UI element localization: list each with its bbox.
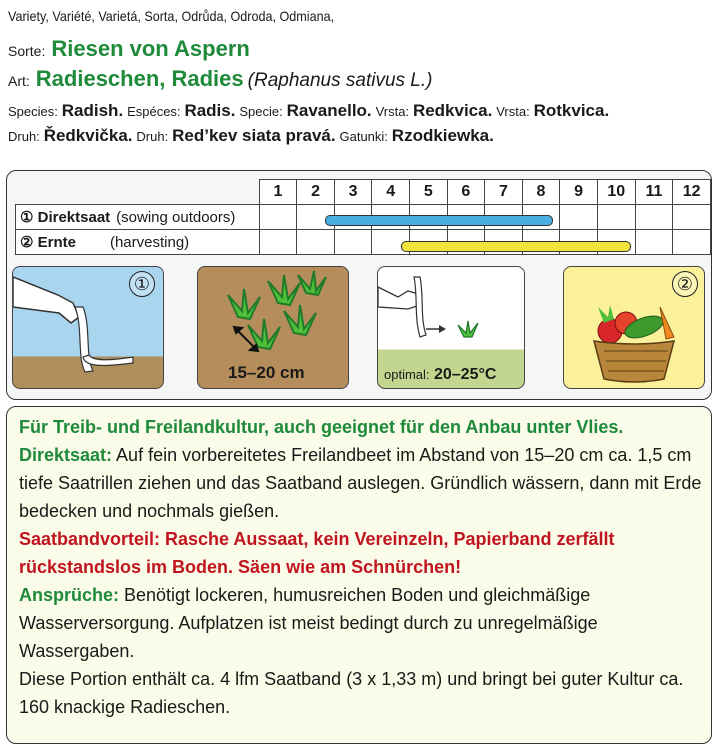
harvest-label-cell — [16, 230, 260, 255]
harvest-illustration — [563, 266, 705, 389]
species-label: Espéces: — [127, 104, 181, 119]
variety-labels: Variety, Variété, Varietá, Sorta, Odrůda, Odroda, Odmiana, — [8, 8, 335, 24]
month-1: 1 — [259, 180, 297, 205]
temperature-row — [384, 366, 496, 384]
species-value: Rotkvica. — [533, 101, 610, 120]
month-6: 6 — [447, 180, 485, 205]
species-translations-1 — [8, 101, 609, 121]
month-row — [16, 180, 711, 205]
sorte-line — [8, 36, 250, 62]
requirements-label: Ansprüche: — [19, 585, 120, 605]
spacing-value: 15–20 cm — [228, 363, 305, 382]
temperature-value: 20–25°C — [433, 366, 497, 383]
saatband-advantage: Saatbandvorteil: Rasche Aussaat, kein Vereinzeln, Papierband zerfällt rückstandslos im Boden. Säen wie am Schnürchen! — [19, 529, 615, 577]
species-label: Vrsta: — [496, 104, 530, 119]
spacing-illustration — [197, 266, 349, 389]
species-label: Vrsta: — [375, 104, 410, 119]
sowing-label: ① Direktsaat — [20, 209, 111, 226]
step-2-badge: ② — [672, 271, 698, 297]
sowing-label-cell — [16, 205, 260, 230]
month-row-spacer — [16, 180, 260, 205]
month-9: 9 — [560, 180, 598, 205]
harvest-label-en: (harvesting) — [109, 234, 190, 251]
sowing-illustration — [12, 266, 164, 389]
species-value: Red’kev siata pravá. — [172, 126, 336, 145]
harvest-period-bar — [401, 241, 631, 252]
requirements-text: Benötigt lockeren, humusreichen Boden und gleichmäßige Wasserversorgung. Aufplatzen ist meist bedingt durch zu unregelmäßige Wassergaben. — [19, 585, 598, 661]
latin-name: (Raphanus sativus L.) — [247, 70, 433, 91]
species-value: Radis. — [184, 101, 236, 120]
month-10: 10 — [597, 180, 635, 205]
step-1-badge: ① — [129, 271, 155, 297]
species-value: Rzodkiewka. — [391, 126, 494, 145]
portion-paragraph: Diese Portion enthält ca. 4 lfm Saatband (3 x 1,33 m) und bringt bei guter Kultur ca. 160 knackige Radieschen. — [19, 669, 684, 717]
month-11: 11 — [635, 180, 673, 205]
month-12: 12 — [673, 180, 711, 205]
art-label: Art: — [8, 73, 30, 89]
sorte-label: Sorte: — [8, 43, 46, 59]
requirements-paragraph — [19, 581, 703, 665]
species-value: Radish. — [61, 101, 124, 120]
month-2: 2 — [297, 180, 335, 205]
species-value: Redkvica. — [412, 101, 493, 120]
direktsaat-paragraph — [19, 441, 703, 525]
sowing-label-en: (sowing outdoors) — [116, 209, 236, 226]
month-5: 5 — [409, 180, 447, 205]
species-label: Druh: — [136, 129, 169, 144]
month-4: 4 — [372, 180, 410, 205]
species-name: Radieschen, Radies — [35, 66, 244, 91]
sowing-period-bar — [325, 215, 553, 226]
temperature-label: optimal: — [384, 367, 430, 382]
description-box — [6, 406, 712, 744]
month-7: 7 — [485, 180, 523, 205]
temperature-illustration — [377, 266, 525, 389]
species-label: Specie: — [239, 104, 283, 119]
species-label: Species: — [8, 104, 58, 119]
month-8: 8 — [522, 180, 560, 205]
direktsaat-label: Direktsaat: — [19, 445, 113, 465]
variety-name: Riesen von Aspern — [51, 36, 250, 61]
species-value: Ředkvička. — [43, 126, 133, 145]
calendar-box — [6, 170, 712, 400]
species-translations-2 — [8, 126, 494, 146]
harvest-label: ② Ernte — [20, 234, 76, 251]
species-label: Druh: — [8, 129, 40, 144]
headline: Für Treib- und Freilandkultur, auch geeignet für den Anbau unter Vlies. — [19, 417, 624, 437]
direktsaat-text: Auf fein vorbereitetes Freilandbeet im Abstand von 15–20 cm ca. 1,5 cm tiefe Saatrillen ziehen und das Saatband auslegen. Gründlich wässern, dann mit Erde bedecken und nochmals gießen. — [19, 445, 702, 521]
species-label: Gatunki: — [339, 129, 388, 144]
art-line — [8, 66, 432, 92]
month-3: 3 — [334, 180, 372, 205]
species-value: Ravanello. — [286, 101, 372, 120]
